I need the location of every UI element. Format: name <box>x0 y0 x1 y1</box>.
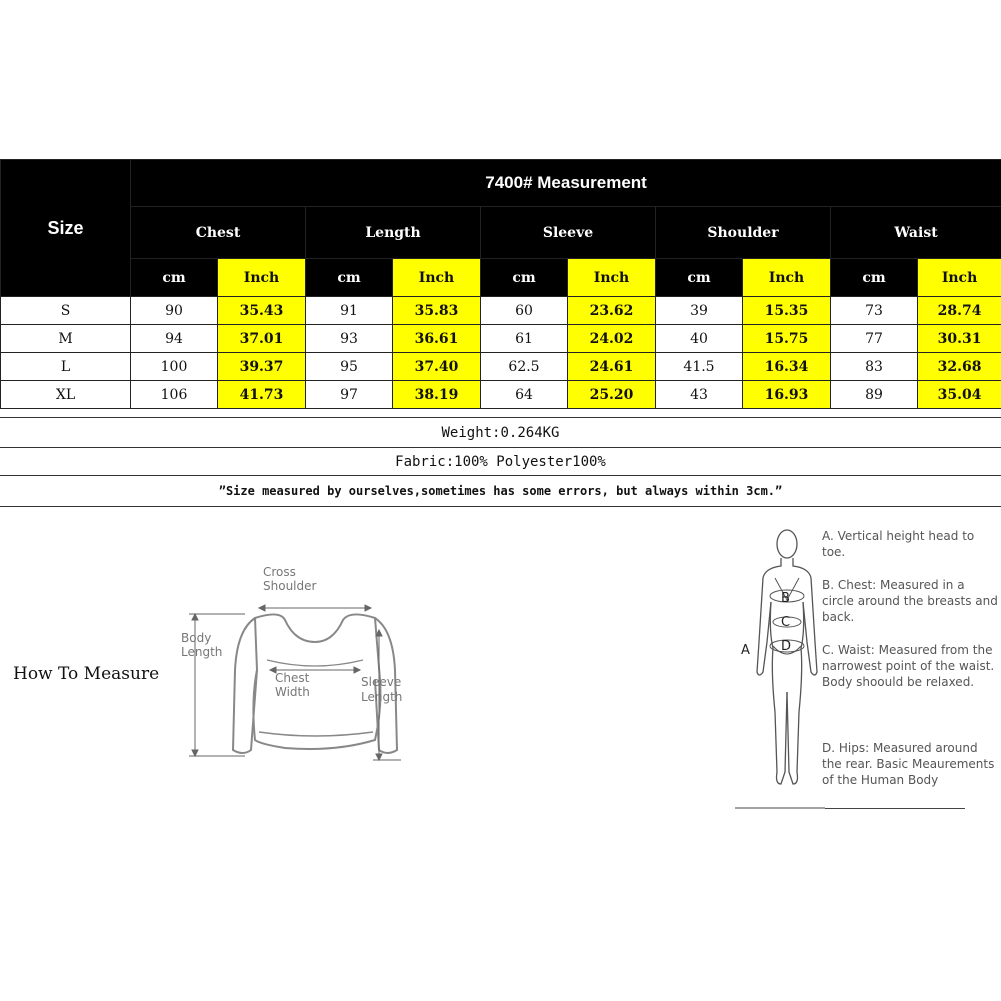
unit-inch: Inch <box>393 259 481 297</box>
size-header: Size <box>1 160 131 297</box>
size-label: M <box>1 325 131 353</box>
inch-value-cell: 37.40 <box>393 353 481 381</box>
unit-inch: Inch <box>743 259 831 297</box>
cm-value-cell: 64 <box>481 381 568 409</box>
chest-width-label: Chest <box>275 671 310 685</box>
cm-value-cell: 60 <box>481 297 568 325</box>
human-body-diagram <box>735 522 825 812</box>
inch-value-cell: 25.20 <box>568 381 656 409</box>
inch-value-cell: 15.35 <box>743 297 831 325</box>
cm-value-cell: 62.5 <box>481 353 568 381</box>
unit-cm: cm <box>656 259 743 297</box>
cm-value-cell: 43 <box>656 381 743 409</box>
body-length-label: Body <box>181 631 212 645</box>
human-figure-icon <box>757 530 817 784</box>
cross-shoulder-label: Shoulder <box>263 579 317 593</box>
cm-value-cell: 77 <box>831 325 918 353</box>
legend-c: C. Waist: Measured from the narrowest point of the waist. Body shoould be relaxed. <box>822 643 995 689</box>
table-row <box>1 381 1001 409</box>
inch-value-cell: 30.31 <box>918 325 1001 353</box>
sleeve-length-label: Length <box>361 690 403 704</box>
unit-cm: cm <box>831 259 918 297</box>
cm-value-cell: 40 <box>656 325 743 353</box>
cm-value-cell: 91 <box>306 297 393 325</box>
inch-value-cell: 35.43 <box>218 297 306 325</box>
inch-value-cell: 24.61 <box>568 353 656 381</box>
group-header-waist: Waist <box>831 207 1001 259</box>
cm-value-cell: 89 <box>831 381 918 409</box>
measurement-note: ”Size measured by ourselves,sometimes has some errors, but always within 3cm.” <box>0 475 1001 507</box>
inch-value-cell: 32.68 <box>918 353 1001 381</box>
cm-value-cell: 39 <box>656 297 743 325</box>
marker-a: A <box>741 643 750 658</box>
cm-value-cell: 100 <box>131 353 218 381</box>
marker-d: D <box>781 639 792 654</box>
cm-value-cell: 95 <box>306 353 393 381</box>
body-length-label: Length <box>181 645 223 659</box>
marker-c: C <box>781 615 791 630</box>
cm-value-cell: 61 <box>481 325 568 353</box>
table-row <box>1 297 1001 325</box>
legend-d: D. Hips: Measured around the rear. Basic Meaurements of the Human Body <box>822 741 995 787</box>
table-body <box>1 297 1001 409</box>
inch-value-cell: 39.37 <box>218 353 306 381</box>
inch-value-cell: 28.74 <box>918 297 1001 325</box>
sleeve-length-label: Sleeve <box>361 675 402 689</box>
chest-width-label: Width <box>275 685 310 699</box>
table-row <box>1 353 1001 381</box>
cm-value-cell: 106 <box>131 381 218 409</box>
size-label: XL <box>1 381 131 409</box>
inch-value-cell: 15.75 <box>743 325 831 353</box>
fabric-info: Fabric:100% Polyester100% <box>0 447 1001 476</box>
table-title: 7400# Measurement <box>131 160 1001 207</box>
legend-b: B. Chest: Measured in a circle around the breasts and back. <box>822 578 998 624</box>
unit-inch: Inch <box>568 259 656 297</box>
inch-value-cell: 16.34 <box>743 353 831 381</box>
inch-value-cell: 41.73 <box>218 381 306 409</box>
inch-value-cell: 16.93 <box>743 381 831 409</box>
size-label: S <box>1 297 131 325</box>
cm-value-cell: 97 <box>306 381 393 409</box>
cm-value-cell: 73 <box>831 297 918 325</box>
size-label: L <box>1 353 131 381</box>
unit-cm: cm <box>131 259 218 297</box>
divider <box>825 808 965 809</box>
size-chart-table <box>0 159 1001 409</box>
cm-value-cell: 94 <box>131 325 218 353</box>
inch-value-cell: 24.02 <box>568 325 656 353</box>
inch-value-cell: 37.01 <box>218 325 306 353</box>
table-row <box>1 325 1001 353</box>
inch-value-cell: 23.62 <box>568 297 656 325</box>
unit-inch: Inch <box>918 259 1001 297</box>
unit-cm: cm <box>481 259 568 297</box>
sleeve-length-label-box <box>355 670 415 710</box>
cm-value-cell: 41.5 <box>656 353 743 381</box>
cm-value-cell: 93 <box>306 325 393 353</box>
group-header-length: Length <box>306 207 481 259</box>
unit-inch: Inch <box>218 259 306 297</box>
marker-b: B <box>781 591 790 606</box>
inch-value-cell: 35.83 <box>393 297 481 325</box>
cm-value-cell: 90 <box>131 297 218 325</box>
weight-info: Weight:0.264KG <box>0 417 1001 448</box>
group-header-sleeve: Sleeve <box>481 207 656 259</box>
cm-value-cell: 83 <box>831 353 918 381</box>
garment-diagram <box>175 560 415 770</box>
inch-value-cell: 38.19 <box>393 381 481 409</box>
inch-value-cell: 36.61 <box>393 325 481 353</box>
how-to-measure-label: How To Measure <box>13 664 160 684</box>
legend-a: A. Vertical height head to toe. <box>822 529 975 559</box>
inch-value-cell: 35.04 <box>918 381 1001 409</box>
group-header-shoulder: Shoulder <box>656 207 831 259</box>
group-header-chest: Chest <box>131 207 306 259</box>
cross-shoulder-label: Cross <box>263 565 296 579</box>
unit-cm: cm <box>306 259 393 297</box>
